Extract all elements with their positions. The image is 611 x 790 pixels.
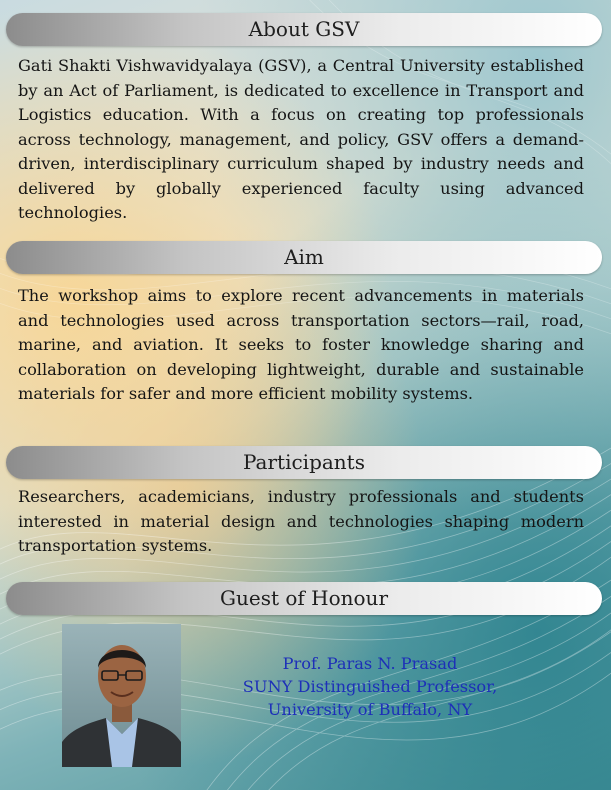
section-header-aim: Aim	[6, 241, 602, 274]
aim-paragraph: The workshop aims to explore recent advancements in materials and technologies used across transportation sectors—rail, road, marine, and aviation. It seeks to foster knowledge sharing and collaboration on developing lightweight, durable and sustainable materials for safer and more efficient mobility systems.	[18, 286, 584, 403]
section-header-participants: Participants	[6, 446, 602, 479]
guest-photo	[62, 624, 181, 767]
about-paragraph: Gati Shakti Vishwavidyalaya (GSV), a Central University established by an Act of Parliament, is dedicated to excellence in Transport and Logistics education. With a focus on creating top professionals across technology, management, and policy, GSV offers a demand-driven, interdisciplinary curriculum shaped by industry needs and delivered by globally experienced faculty using advanced technologies.	[18, 56, 584, 222]
section-header-guest-of-honour: Guest of Honour	[6, 582, 602, 615]
section-header-about: About GSV	[6, 13, 602, 46]
guest-details	[214, 652, 526, 721]
guest-designation: SUNY Distinguished Professor,	[242, 677, 498, 696]
participants-paragraph: Researchers, academicians, industry professionals and students interested in material design and technologies shaping modern transportation systems.	[18, 487, 584, 555]
guest-affiliation: University of Buffalo, NY	[267, 700, 473, 719]
guest-name: Prof. Paras N. Prasad	[282, 654, 458, 673]
